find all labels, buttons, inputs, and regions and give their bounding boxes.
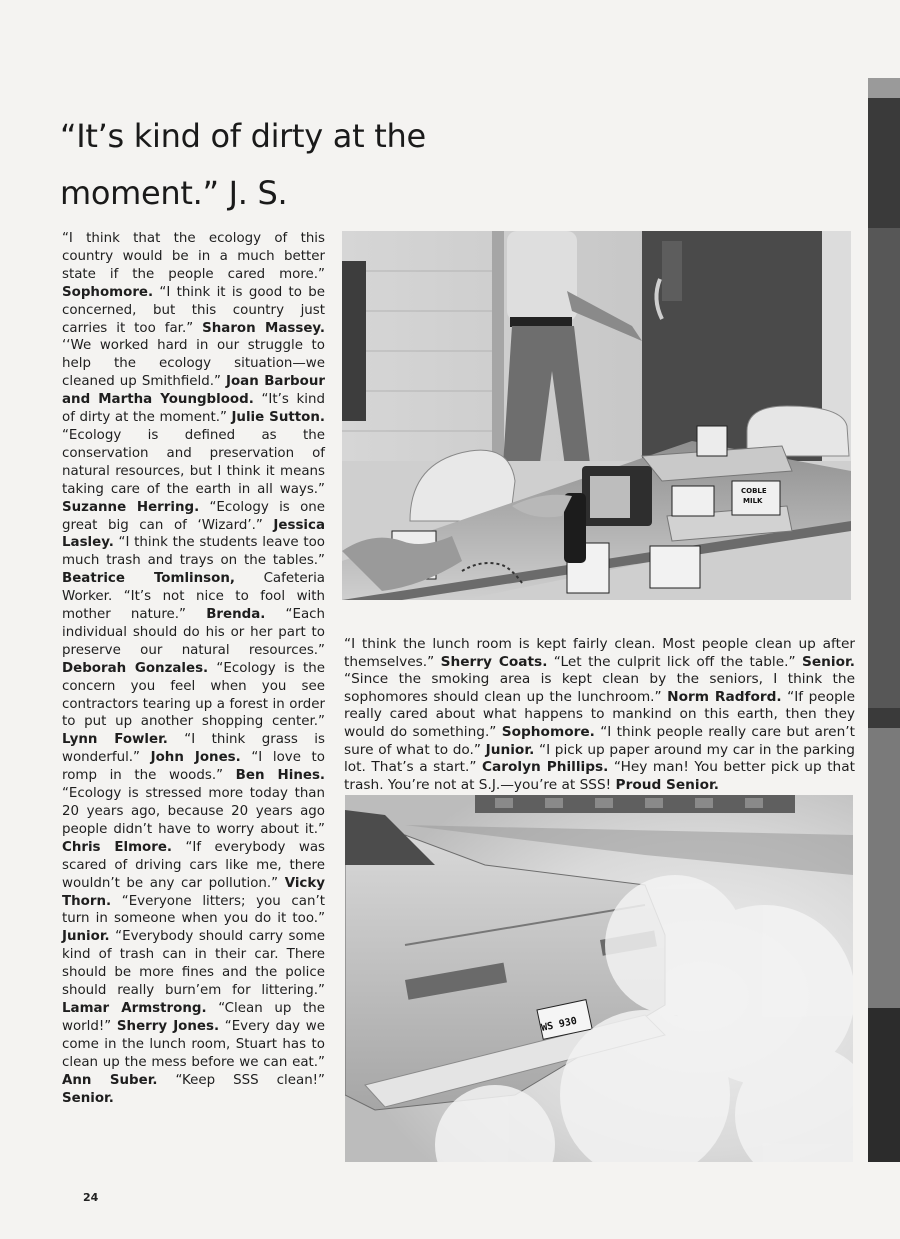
speaker-name: Lamar Armstrong. (62, 1000, 207, 1016)
quote-text: “Every day we come in the lunch room, Stuart has to clean up the mess before we can eat.” (62, 1018, 325, 1070)
license-plate-text: WS 930 (540, 1015, 578, 1034)
quote-text: “Ecology is the concern you feel when you see contractors tearing up a forest in order to put up another shopping center.” (62, 660, 325, 730)
speaker-name: Junior. (485, 741, 535, 758)
speaker-name: Sophomore. (501, 723, 595, 740)
quote-text: “I think it is good to be concerned, but this country just carries it too far.” (62, 284, 325, 336)
speaker-name: Sophomore. (62, 284, 154, 300)
speaker-name: Norm Radford. (667, 688, 782, 705)
speaker-name: Junior. (62, 929, 110, 945)
quote-text: “I think that the ecology of this country would be in a much better state if the people cared more.” (62, 231, 325, 282)
quote-text: “Since the smoking area is kept clean by the seniors, I think the sophomores should clean up the lunchroom.” (344, 671, 855, 705)
cafeteria-table-photo (342, 231, 851, 600)
carton-label-milk: MILK (743, 497, 763, 505)
page-number: 24 (83, 1191, 99, 1204)
speaker-name: Lynn Fowler. (62, 732, 168, 748)
title-line-1: “It’s kind of dirty at the (60, 117, 426, 155)
quotes-column-right (344, 636, 855, 794)
quote-text: “Everybody should carry some kind of trash can in their car. There should be more fines and the police should really burn’em for littering.” (62, 929, 325, 999)
speaker-name: Proud Senior. (615, 776, 720, 793)
speaker-name: Ann Suber. (62, 1072, 158, 1088)
speaker-name: Beatrice Tomlinson, (62, 571, 235, 587)
quote-text: Cafeteria Worker. “It’s not nice to fool with mother nature.” (62, 571, 325, 623)
speaker-name: Deborah Gonzales. (62, 660, 209, 676)
quote-text: “Ecology is one great big can of ‘Wizard’.” (62, 499, 325, 533)
page-title (60, 108, 500, 222)
quote-text: “I think people really care but aren’t sure of what to do.” (344, 723, 856, 758)
quote-text: “Each individual should do his or her part to preserve our natural resources.” (62, 607, 325, 658)
quote-text: “Everyone litters; you can’t turn in someone when you do it too.” (62, 893, 325, 927)
speaker-name: Vicky Thorn. (62, 875, 325, 909)
quote-text: “I love to romp in the woods.” (62, 750, 325, 784)
adjacent-page-edge (868, 78, 900, 1162)
speaker-name: Jessica Lasley. (62, 517, 325, 551)
speaker-name: Julie Sutton. (231, 410, 325, 426)
quotes-column-left (62, 230, 325, 1107)
quote-text: “If everybody was scared of driving cars like me, there wouldn’t be any car pollution.” (62, 839, 325, 891)
quote-text: ‘‘We worked hard in our struggle to help the ecology situation—we cleaned up Smithfield.” (62, 338, 325, 390)
quote-text: “Let the culprit lick off the table.” (547, 653, 802, 670)
quote-text: “Keep SSS clean!” (157, 1072, 325, 1088)
speaker-name: Carolyn Phillips. (481, 759, 609, 776)
quote-text: “Clean up the world!” (62, 1000, 325, 1034)
speaker-name: Chris Elmore. (62, 839, 173, 855)
quote-text: “Ecology is stressed more today than 20 years ago, because 20 years ago people didn’t have to worry about it.” (62, 786, 325, 837)
quote-text: “I think grass is wonderful.” (62, 732, 325, 766)
speaker-name: John Jones. (150, 750, 241, 766)
speaker-name: Brenda. (206, 607, 266, 623)
quote-text: “Hey man! You better pick up that trash. You’re not at S.J.—you’re at SSS! (344, 759, 855, 793)
quote-text: “It’s kind of dirty at the moment.” (62, 392, 325, 426)
quote-text: “I think the lunch room is kept fairly clean. Most people clean up after themselves.” (344, 636, 855, 670)
carton-label-coble: COBLE (741, 487, 767, 495)
speaker-name: Joan Barbour and Martha Youngblood. (62, 374, 325, 408)
quote-text: “I pick up paper around my car in the parking lot. That’s a start.” (344, 741, 855, 776)
speaker-name: Senior. (62, 1090, 114, 1106)
quote-text: “I think the students leave too much trash and trays on the tables.” (62, 535, 325, 569)
speaker-name: Ben Hines. (235, 768, 325, 784)
quote-text: “If people really cared about what happens to mankind on this earth, then they would do something.” (344, 688, 855, 740)
title-line-2: moment.” J. S. (60, 174, 288, 212)
speaker-name: Sherry Coats. (440, 653, 548, 670)
speaker-name: Suzanne Herring. (62, 499, 200, 515)
speaker-name: Senior. (802, 653, 855, 670)
quote-text: “Ecology is defined as the conservation and preservation of natural resources, but I think it means taking care of the earth in all ways.” (62, 427, 325, 497)
car-burnout-photo (345, 795, 853, 1162)
speaker-name: Sharon Massey. (202, 320, 325, 336)
speaker-name: Sherry Jones. (116, 1018, 220, 1034)
